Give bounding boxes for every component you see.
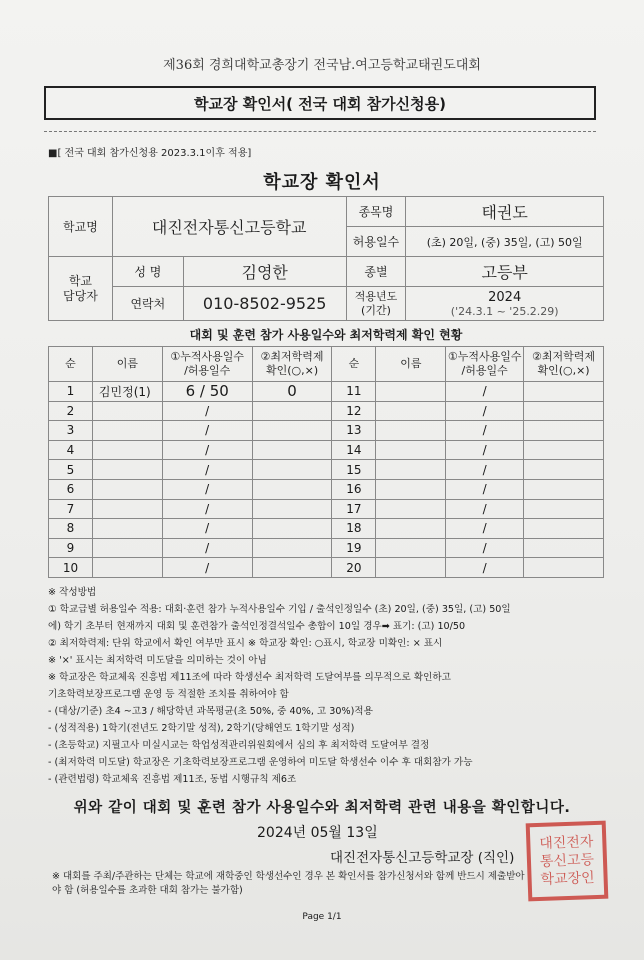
usage-days: / bbox=[446, 499, 524, 519]
instruction-line: 에) 학기 초부터 현재까지 대회 및 훈련참가 출석인정결석일수 총합이 10일 경우➡ 표기: (고) 10/50 bbox=[48, 621, 466, 632]
period-value: ('24.3.1 ~ '25.2.29) bbox=[450, 304, 559, 318]
row-number: 11 bbox=[332, 382, 376, 402]
confirmation-text: 위와 같이 대회 및 훈련 참가 사용일수와 최저학력 관련 내용을 확인합니다. bbox=[73, 800, 571, 816]
academic-check bbox=[524, 401, 604, 421]
academic-check bbox=[252, 440, 332, 460]
year-value: 2024 bbox=[488, 289, 522, 305]
event-label: 종목명 bbox=[346, 197, 406, 227]
row-number: 1 bbox=[49, 382, 93, 402]
instruction-line: - (대상/기준) 초4 ~고3 / 해당학년 과목평균(초 50%, 중 40%, 고 30%)적용 bbox=[48, 706, 373, 717]
usage-days: / bbox=[446, 401, 524, 421]
usage-days: / bbox=[162, 558, 252, 578]
event-value: 태권도 bbox=[406, 197, 604, 227]
student-name bbox=[376, 519, 446, 539]
student-name bbox=[376, 382, 446, 402]
row-number: 10 bbox=[49, 558, 93, 578]
academic-check bbox=[524, 421, 604, 441]
division-label: 종별 bbox=[346, 257, 406, 287]
row-number: 6 bbox=[49, 479, 93, 499]
header-name: 이름 bbox=[92, 347, 162, 382]
row-number: 20 bbox=[332, 558, 376, 578]
row-number: 14 bbox=[332, 440, 376, 460]
usage-days: / bbox=[446, 460, 524, 480]
student-name bbox=[92, 440, 162, 460]
row-number: 4 bbox=[49, 440, 93, 460]
student-name bbox=[376, 440, 446, 460]
row-number: 3 bbox=[49, 421, 93, 441]
usage-days: / bbox=[446, 382, 524, 402]
academic-check bbox=[252, 519, 332, 539]
school-name-label: 학교명 bbox=[49, 197, 113, 257]
instruction-line: 기초학력보장프로그램 운영 등 적절한 조치를 취하여야 함 bbox=[48, 689, 289, 700]
usage-row bbox=[49, 558, 604, 578]
header-academic: ②최저학력제 확인(○,×) bbox=[252, 347, 332, 382]
row-number: 16 bbox=[332, 479, 376, 499]
usage-row bbox=[49, 460, 604, 480]
form-title: 학교장 확인서 bbox=[263, 172, 381, 193]
academic-check bbox=[252, 421, 332, 441]
student-name bbox=[376, 460, 446, 480]
academic-check bbox=[524, 538, 604, 558]
divider bbox=[44, 131, 596, 132]
manager-name-cell bbox=[112, 257, 346, 287]
header-days-2: ①누적사용일수 /허용일수 bbox=[446, 347, 524, 382]
usage-days: / bbox=[162, 421, 252, 441]
usage-days: / bbox=[162, 460, 252, 480]
student-name bbox=[92, 479, 162, 499]
academic-check bbox=[524, 558, 604, 578]
usage-row bbox=[49, 421, 604, 441]
header-name-2: 이름 bbox=[376, 347, 446, 382]
student-name bbox=[92, 519, 162, 539]
header-no: 순 bbox=[49, 347, 93, 382]
contact-label: 연락처 bbox=[113, 287, 184, 320]
row-number: 5 bbox=[49, 460, 93, 480]
student-name bbox=[376, 479, 446, 499]
usage-days: / bbox=[446, 538, 524, 558]
allowed-days-value: (초) 20일, (중) 35일, (고) 50일 bbox=[406, 227, 604, 257]
academic-check bbox=[524, 382, 604, 402]
student-name bbox=[92, 401, 162, 421]
banner-title: 학교장 확인서( 전국 대회 참가신청용) bbox=[44, 86, 596, 120]
manager-label: 학교 담당자 bbox=[49, 257, 113, 321]
division-value: 고등부 bbox=[406, 257, 604, 287]
student-name bbox=[376, 499, 446, 519]
usage-row bbox=[49, 382, 604, 402]
usage-row bbox=[49, 538, 604, 558]
info-table bbox=[48, 196, 604, 321]
usage-days: / bbox=[162, 479, 252, 499]
academic-check: 0 bbox=[252, 382, 332, 402]
row-number: 13 bbox=[332, 421, 376, 441]
academic-check bbox=[524, 440, 604, 460]
instruction-line: - (성적적용) 1학기(전년도 2학기말 성적), 2학기(당해연도 1학기말 성적) bbox=[48, 723, 355, 734]
row-number: 7 bbox=[49, 499, 93, 519]
usage-row bbox=[49, 499, 604, 519]
usage-days: / bbox=[446, 519, 524, 539]
row-number: 19 bbox=[332, 538, 376, 558]
contact-cell bbox=[112, 287, 346, 321]
academic-check bbox=[252, 460, 332, 480]
usage-row bbox=[49, 440, 604, 460]
instruction-line: - (관련법령) 학교체육 진흥법 제11조, 동법 시행규칙 제6조 bbox=[48, 774, 297, 785]
year-cell bbox=[406, 287, 604, 321]
row-number: 17 bbox=[332, 499, 376, 519]
usage-header-row bbox=[49, 347, 604, 382]
usage-row bbox=[49, 401, 604, 421]
instruction-line: - (초등학교) 지필고사 미실시교는 학업성적관리위원회에서 심의 후 최저학력 도달여부 결정 bbox=[48, 740, 430, 751]
academic-check bbox=[252, 499, 332, 519]
instruction-line: ※ 작성방법 bbox=[48, 587, 97, 598]
student-name bbox=[376, 538, 446, 558]
usage-row bbox=[49, 519, 604, 539]
academic-check bbox=[252, 479, 332, 499]
usage-table bbox=[48, 346, 604, 578]
usage-section-title: 대회 및 훈련 참가 사용일수와 최저학력제 확인 현황 bbox=[189, 328, 463, 342]
instruction-line: - (최저학력 미도달) 학교장은 기초학력보장프로그램 운영하여 미도달 학생선수 이수 후 대회참가 가능 bbox=[48, 757, 473, 768]
row-number: 12 bbox=[332, 401, 376, 421]
usage-days: / bbox=[446, 440, 524, 460]
school-name-value: 대진전자통신고등학교 bbox=[112, 197, 346, 257]
instruction-line: ② 최저학력제: 단위 학교에서 확인 여부만 표시 ※ 학교장 확인: ○표시, 학교장 미확인: × 표시 bbox=[48, 638, 443, 649]
usage-days: / bbox=[446, 558, 524, 578]
usage-days: / bbox=[162, 499, 252, 519]
student-name bbox=[376, 558, 446, 578]
year-label: 적용년도 (기간) bbox=[346, 287, 406, 321]
row-number: 18 bbox=[332, 519, 376, 539]
student-name bbox=[92, 558, 162, 578]
academic-check bbox=[252, 538, 332, 558]
name-label: 성 명 bbox=[113, 257, 184, 286]
row-number: 8 bbox=[49, 519, 93, 539]
academic-check bbox=[524, 479, 604, 499]
allowed-days-label: 허용일수 bbox=[346, 227, 406, 257]
usage-body bbox=[49, 347, 604, 578]
academic-check bbox=[252, 401, 332, 421]
official-seal: 대진전자 통신고등 학교장인 bbox=[526, 821, 609, 902]
instructions bbox=[48, 584, 608, 788]
usage-days: / bbox=[162, 401, 252, 421]
student-name bbox=[92, 538, 162, 558]
academic-check bbox=[252, 558, 332, 578]
student-name bbox=[376, 401, 446, 421]
header-days: ①누적사용일수 /허용일수 bbox=[162, 347, 252, 382]
academic-check bbox=[524, 460, 604, 480]
row-number: 15 bbox=[332, 460, 376, 480]
student-name bbox=[376, 421, 446, 441]
usage-days: / bbox=[162, 519, 252, 539]
usage-row bbox=[49, 479, 604, 499]
usage-days: / bbox=[162, 538, 252, 558]
date: 2024년 05월 13일 bbox=[257, 825, 378, 841]
instruction-line: ※ '×' 표시는 최저학력 미도달을 의미하는 것이 아님 bbox=[48, 655, 267, 666]
row-number: 9 bbox=[49, 538, 93, 558]
academic-check bbox=[524, 499, 604, 519]
usage-days: / bbox=[162, 440, 252, 460]
student-name bbox=[92, 499, 162, 519]
usage-days: / bbox=[446, 421, 524, 441]
row-number: 2 bbox=[49, 401, 93, 421]
usage-days: / bbox=[446, 479, 524, 499]
signature: 대진전자통신고등학교장 (직인) bbox=[330, 850, 515, 866]
header-academic-2: ②최저학력제 확인(○,×) bbox=[524, 347, 604, 382]
name-value: 김영한 bbox=[241, 263, 288, 282]
applicability-note: ■[ 전국 대회 참가신청용 2023.3.1이후 적용] bbox=[48, 148, 252, 159]
event-title: 제36회 경희대학교총장기 전국남.여고등학교태권도대회 bbox=[163, 58, 481, 73]
academic-check bbox=[524, 519, 604, 539]
header-no-2: 순 bbox=[332, 347, 376, 382]
student-name bbox=[92, 460, 162, 480]
student-name: 김민정(1) bbox=[92, 382, 162, 402]
contact-value: 010-8502-9525 bbox=[202, 294, 327, 313]
instruction-line: ※ 학교장은 학교체육 진흥법 제11조에 따라 학생선수 최저학력 도달여부를 의무적으로 확인하고 bbox=[48, 672, 451, 683]
usage-days: 6 / 50 bbox=[162, 382, 252, 402]
student-name bbox=[92, 421, 162, 441]
instruction-line: ① 학교급별 허용일수 적용: 대회·훈련 참가 누적사용일수 기입 / 출석인정일수 (초) 20일, (중) 35일, (고) 50일 bbox=[48, 604, 511, 615]
footnote: ※ 대회를 주최/주관하는 단체는 학교에 재학중인 학생선수인 경우 본 확인서를 참가신청서와 함께 반드시 제출받아야 함 (허용일수를 초과한 대회 참가는 불가함) bbox=[52, 871, 525, 896]
page-number: Page 1/1 bbox=[302, 912, 342, 922]
